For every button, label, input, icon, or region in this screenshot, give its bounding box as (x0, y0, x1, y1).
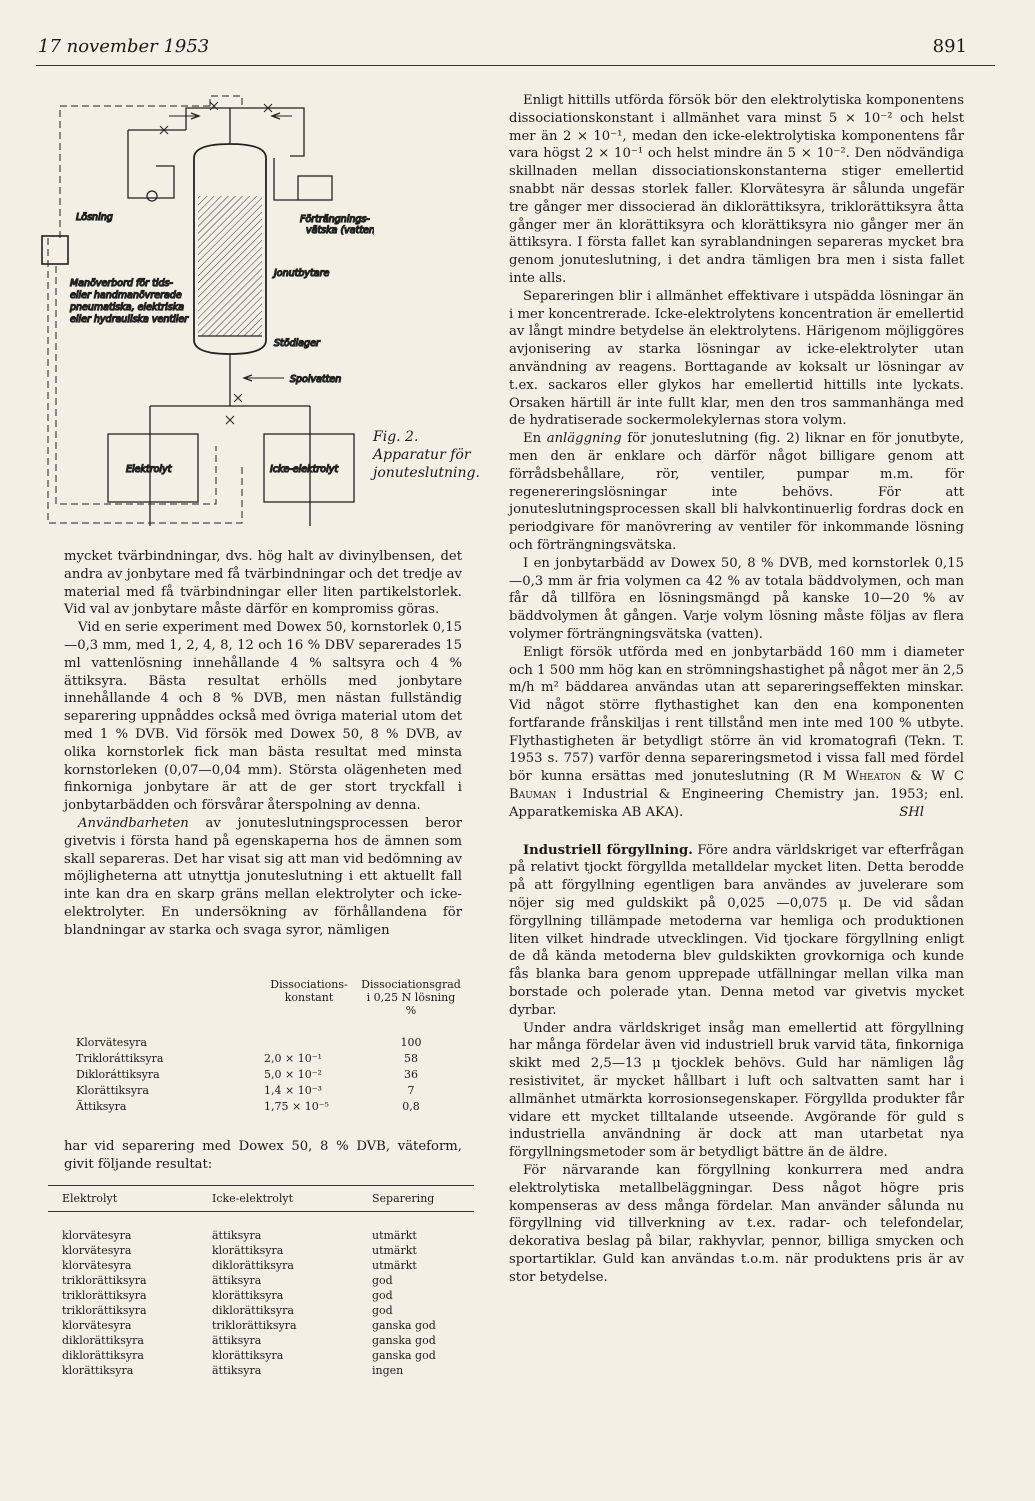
dissociation-table (76, 978, 468, 1115)
label-spolvatten: Spolvatten (290, 374, 342, 385)
paragraph: Enligt hittills utförda försök bör den elektrolytiska komponentens dissociationskonstant i allmänhet vara minst 5 × 10⁻² och helst mer än 2 × 10⁻¹, medan den icke-elektrolytiska komponentens får vara högst 2 × 10⁻¹ och helst mindre än 5 × 10⁻². Den nödvändiga skillnaden mellan dissociationskonstanterna stiger emellertid snabbt när dessas storlek faller. Klorvätesyra är sålunda ungefär tre gånger mer dissocierad än diklorättiksyra, triklorättiksyra åtta gånger mer än klorättiksyra och klorättiksyra nio gånger mer än ättiksyra. I första fallet kan syrablandningen separeras mycket bra genom jonuteslutning, i det andra tämligen bra men i sista fallet inte alls. (509, 93, 964, 286)
table-row: Klorvätesyra 100 (76, 1036, 422, 1049)
left-column-upper (64, 548, 462, 940)
paragraph: Under andra världskriget insåg man emellertid att förgyllning har många fördelar även vid industriell bruk varvid täta, finkorniga skikt med 2,5—13 μ tjocklek behövs. Guld har nämligen låg resistivitet, är mycket hållbart i luft och saltvatten samt har i allmänhet utmärkta korrosionsegenskaper. Förgyllda produkter får vidare ett mycket tilltalande utseende. Avgörande för guld s industriella användning är dock att man utarbetat nya förgyllningsmetoder som är betydligt bättre än de äldre. (509, 1020, 964, 1161)
table-row: klorättiksyra ättiksyra ingen (62, 1364, 404, 1377)
label-elektrolyt: Elektrolyt (126, 464, 172, 475)
resin-bed (198, 196, 262, 336)
col-header-degree: Dissociationsgrad i 0,25 N lösning % (361, 978, 461, 1017)
label-manoverbord-4: eller hydrauliska ventiler (70, 314, 189, 325)
author-name: Bauman (509, 787, 557, 803)
col-header-constant: Dissociations- konstant (270, 978, 348, 1004)
emphasis: Användbarheten (78, 815, 189, 831)
section-heading: Industriell förgyllning. (523, 842, 693, 858)
left-column-lower (64, 1138, 462, 1174)
label-manoverbord-3: pneumatiska, elektriska (70, 302, 185, 313)
table-row: klorvätesyra diklorättiksyra utmärkt (62, 1259, 417, 1272)
label-stodlager: Stödlager (274, 338, 320, 349)
table-row: Klorättiksyra 1,4 × 10⁻³ 7 (76, 1084, 415, 1097)
header-rule (36, 65, 995, 66)
paragraph (64, 815, 462, 940)
table-row: klorvätesyra ättiksyra utmärkt (62, 1229, 417, 1242)
paragraph: En anläggning för jonuteslutning (fig. 2) liknar en för jonutbyte, men den är enklare och därför något billigare genom att förrådsbehållare, rör, ventiler, pumpar m.m. för regenereringslösningar inte behövs. För att jonuteslutningsprocessen skall bli halvkontinuerlig fordras dock en periodgivare för manövrering av ventiler för inkommande lösning och förträngningsvätska. (509, 431, 965, 553)
table-row: triklorättiksyra ättiksyra god (62, 1274, 393, 1287)
paragraph: För närvarande kan förgyllning konkurrera med andra elektrolytiska metallbeläggningar. Dess något högre pris kompenseras av dess många fördelar. Man använder sålunda nu förgyllning vid tillverkning av t.ex. radar- och telefondelar, dekorativa beslag på bilar, rakhyvlar, pennor, billiga smycken och sportartiklar. Guld kan användas t.o.m. när produktens pris är av stor betydelse. (509, 1163, 964, 1285)
table-row: triklorättiksyra diklorättiksyra god (62, 1304, 393, 1317)
running-header-date: 17 november 1953 (38, 36, 210, 57)
table-header (76, 978, 468, 1017)
label-jonutbytare: Jonutbytare (274, 268, 330, 279)
author-name: Wheaton (845, 769, 901, 785)
paragraph: Separeringen blir i allmänhet effektivare i utspädda lösningar än i mer koncentrerade. Icke-elektrolytens koncentration är emellertid av långt mindre betydelse än elektrolytens. Härigenom möjliggöres avjonisering av starka lösningar av icke-elektrolyter utan användning av reagens. Borttagande av koksalt ur lösningar av t.ex. sackaros eller glykos har emellertid hittills inte lyckats. Orsaken härtill är inte fullt klar, men den tros sammanhänga med de hydratiserade sockermolekylernas stora volym. (509, 288, 964, 429)
table-row: diklorättiksyra klorättiksyra ganska god (62, 1349, 436, 1362)
label-fortrangningsvatska-2: vätska (vatten) (306, 225, 374, 236)
paragraph: Vid en serie experiment med Dowex 50, kornstorlek 0,15 —0,3 mm, med 1, 2, 4, 8, 12 och 16 % DBV separerades 15 ml vattenlösning innehållande 4 % saltsyra och 4 % ättiksyra. Bästa resultat erhölls med jonbytare innehållande 4 och 8 % DVB, men nästan fullständig separering uppnåddes också med övriga material utom det med 1 % DVB. Vid försök med Dowex 50, 8 % DVB, av olika kornstorlek fick man bästa resultat med minsta kornstorleken (0,07—0,04 mm). Största olägenheten med finkorniga jonbytare är att de ger stort tryckfall i jonbytarbädden och försvårar återspolning av denna. (64, 620, 462, 814)
label-fortrangningsvatska: Förträngnings- (300, 214, 370, 225)
apparatus-diagram (34, 86, 374, 531)
label-losning: Lösning (76, 212, 113, 223)
label-manoverbord-2: eller handmanövrerade (70, 290, 182, 301)
table-row: Dikloráttiksyra 5,0 × 10⁻² 36 (76, 1068, 418, 1081)
separation-results-table (48, 1185, 474, 1378)
label-manoverbord-1: Manöverbord för tids- (70, 278, 173, 289)
table-row: Ättiksyra 1,75 × 10⁻⁵ 0,8 (76, 1100, 420, 1113)
page-number: 891 (932, 36, 967, 57)
table-row: Trikloráttiksyra 2,0 × 10⁻¹ 58 (76, 1052, 418, 1065)
paragraph: Industriell förgyllning. Före andra världskriget var efterfrågan på relativt tjockt förgyllda metalldelar mycket liten. Detta berodde på att förgyllning egentligen bara användes av juvelerare som nöjer sig med guldskikt på 0,025 —0,075 μ. De vid sådan förgyllning tillämpade metoderna var hemliga och produktionen liten vilket hindrade utvecklingen. Vid tjockare förgyllning enligt de då kända metoderna blev guldskikten grovkorniga och kunde fås blanka bara genom upprepade utfällningar mellan vilka man borstade och polerade ytan. Denna metod var givetvis mycket dyrbar. (509, 842, 965, 1018)
figure-caption: Fig. 2. Apparatur för jonuteslutning. (373, 429, 480, 481)
control-box (42, 236, 68, 264)
paragraph: Enligt försök utförda med en jonbytarbädd 160 mm i diameter och 1 500 mm hög kan en strömningshastighet på något mer än 2,5 m/h m² bäddarea användas utan att separeringseffekten minskar. Vid något större flythastighet kan den ena komponenten fortfarande frånskiljas i rent tillstånd men inte med 100 % utbyte. Flythastigheten är betydligt större än vid kromatografi (Tekn. T. 1953 s. 757) varför denna separeringsmetod i vissa fall med fördel bör kunna ersättas med jonuteslutning (R M Wheaton & W C Bauman i Industrial & Engineering Chemistry jan. 1953; enl. Apparatkemiska AB AKA). SHl (509, 644, 964, 820)
emphasis: anläggning (546, 431, 622, 447)
table-row: diklorättiksyra ättiksyra ganska god (62, 1334, 436, 1347)
table-header: Elektrolyt Icke-elektrolyt Separering (48, 1186, 474, 1212)
table-row: klorvätesyra klorättiksyra utmärkt (62, 1244, 417, 1257)
label-icke-elektrolyt: Icke-elektrolyt (270, 464, 339, 475)
paragraph: mycket tvärbindningar, dvs. hög halt av divinylbensen, det andra av jonbytare med få tvärbindningar och det tredje av material med få tvärbindningar eller liten partikelstorlek. Vid val av jonbytare måste därför en kompromiss göras. (64, 549, 462, 618)
paragraph-text: av jonuteslutningsprocessen beror givetvis i första hand på egenskaperna hos de ämnen som skall separeras. Det har visat sig att man vid bedömning av möjligheterna att utnyttja jonuteslutning i ett aktuellt fall inte kan dra en skarp gräns mellan elektrolyter och icke-elektrolyter. En undersökning av förhållandena för blandningar av starka och svaga syror, nämligen (64, 815, 462, 938)
right-column (509, 92, 964, 1287)
paragraph: har vid separering med Dowex 50, 8 % DVB, väteform, givit följande resultat: (64, 1139, 462, 1172)
paragraph: I en jonbytarbädd av Dowex 50, 8 % DVB, med kornstorlek 0,15—0,3 mm är fria volymen ca 42 % av totala bäddvolymen, och man får då tillföra en lösningsmängd på kanske 10—20 % av bäddvolymen åt gången. Varje volym lösning måste följas av flera volymer förträngningsvätska (vatten). (509, 555, 964, 642)
table-row: triklorättiksyra klorättiksyra god (62, 1289, 393, 1302)
table-row: klorvätesyra triklorättiksyra ganska god (62, 1319, 436, 1332)
signature: SHl (899, 804, 924, 820)
